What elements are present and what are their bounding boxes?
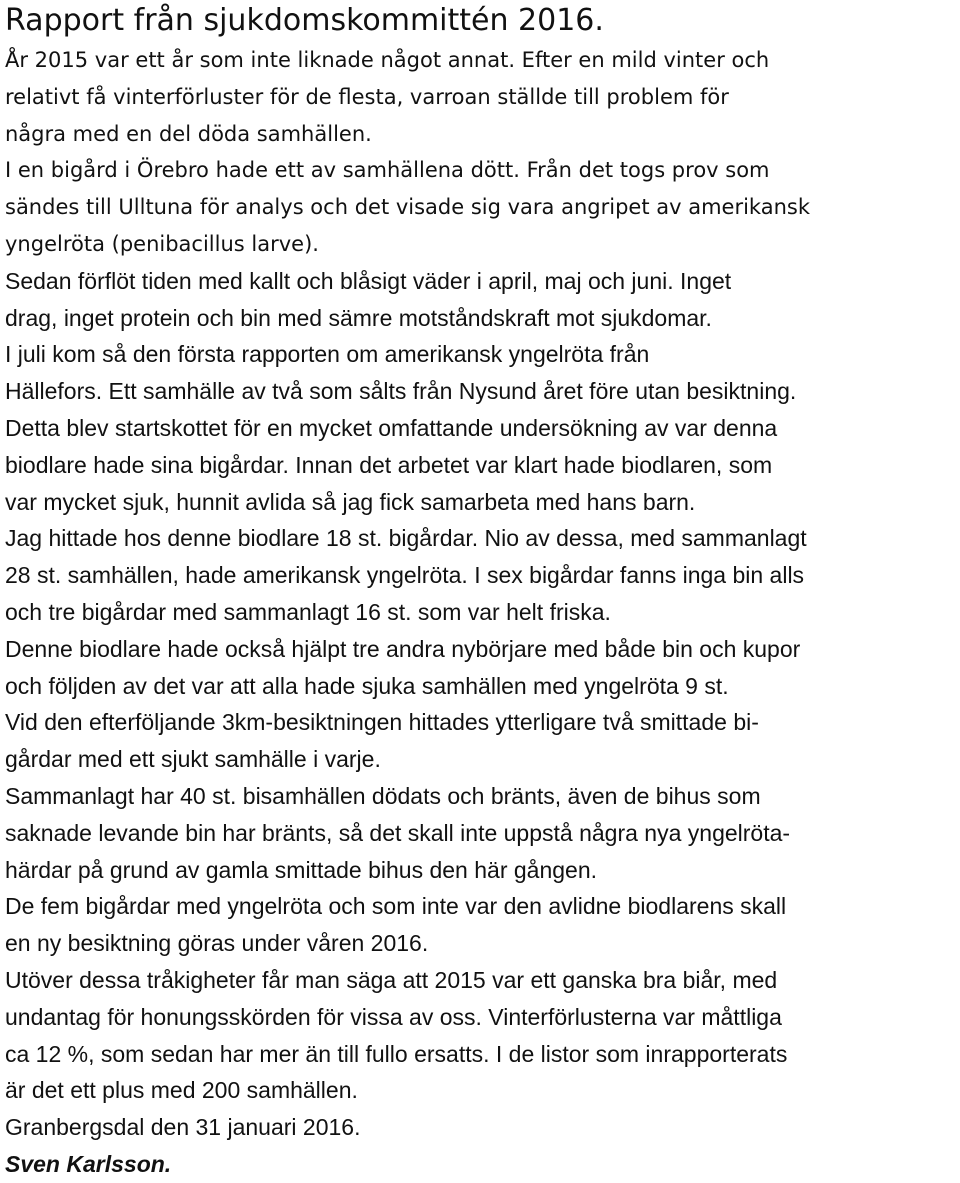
text-line: var mycket sjuk, hunnit avlida så jag fick samarbeta med hans barn. [5, 488, 696, 515]
text-line: Utöver dessa tråkigheter får man säga att 2015 var ett ganska bra biår, med [5, 966, 778, 993]
text-line: undantag för honungsskörden för vissa av oss. Vinterförlusterna var måttliga [5, 1003, 782, 1030]
date-line: Granbergsdal den 31 januari 2016. [5, 1114, 361, 1141]
document-title: Rapport från sjukdomskommittén 2016. [5, 3, 604, 38]
text-line: sändes till Ulltuna för analys och det visade sig vara angripet av amerikansk [5, 195, 810, 220]
text-line: 28 st. samhällen, hade amerikansk yngelröta. I sex bigårdar fanns inga bin alls [5, 562, 805, 589]
text-line: gårdar med ett sjukt samhälle i varje. [5, 746, 381, 773]
text-line: relativt få vinterförluster för de flesta, varroan ställde till problem för [5, 84, 729, 109]
text-line: och följden av det var att alla hade sjuka samhällen med yngelröta 9 st. [5, 672, 729, 699]
text-line: Detta blev startskottet för en mycket omfattande undersökning av var denna [5, 414, 778, 441]
text-line: Hällefors. Ett samhälle av två som sålts från Nysund året före utan besiktning. [5, 378, 797, 405]
text-line: Sammanlagt har 40 st. bisamhällen dödats och bränts, även de bihus som [5, 782, 761, 809]
text-line: härdar på grund av gamla smittade bihus den här gången. [5, 856, 598, 883]
text-line: År 2015 var ett år som inte liknade något annat. Efter en mild vinter och [5, 48, 770, 72]
text-line: drag, inget protein och bin med sämre motståndskraft mot sjukdomar. [5, 304, 712, 331]
text-line: I en bigård i Örebro hade ett av samhällena dött. Från det togs prov som [5, 158, 770, 183]
text-line: Sedan förflöt tiden med kallt och blåsigt väder i april, maj och juni. Inget [5, 267, 732, 294]
text-line: saknade levande bin har bränts, så det skall inte uppstå några nya yngelröta- [5, 819, 791, 846]
text-line: De fem bigårdar med yngelröta och som inte var den avlidne biodlarens skall [5, 893, 787, 920]
text-line: en ny besiktning göras under våren 2016. [5, 930, 429, 957]
text-line: yngelröta (penibacillus larve). [5, 231, 319, 256]
text-line: I juli kom så den första rapporten om amerikansk yngelröta från [5, 341, 650, 368]
text-line: några med en del döda samhällen. [5, 121, 372, 146]
document-page [5, 0, 955, 1183]
signature: Sven Karlsson. [5, 1150, 172, 1177]
text-line: och tre bigårdar med sammanlagt 16 st. som var helt friska. [5, 598, 611, 625]
text-line: biodlare hade sina bigårdar. Innan det arbetet var klart hade biodlaren, som [5, 451, 773, 478]
text-line: Denne biodlare hade också hjälpt tre andra nybörjare med både bin och kupor [5, 635, 801, 662]
text-line: Jag hittade hos denne biodlare 18 st. bigårdar. Nio av dessa, med sammanlagt [5, 525, 807, 552]
document-body [5, 42, 955, 1183]
text-line: ca 12 %, som sedan har mer än till fullo ersatts. I de listor som inrapporterats [5, 1040, 788, 1067]
text-line: Vid den efterföljande 3km-besiktningen hittades ytterligare två smittade bi- [5, 709, 759, 736]
text-line: är det ett plus med 200 samhällen. [5, 1077, 358, 1104]
